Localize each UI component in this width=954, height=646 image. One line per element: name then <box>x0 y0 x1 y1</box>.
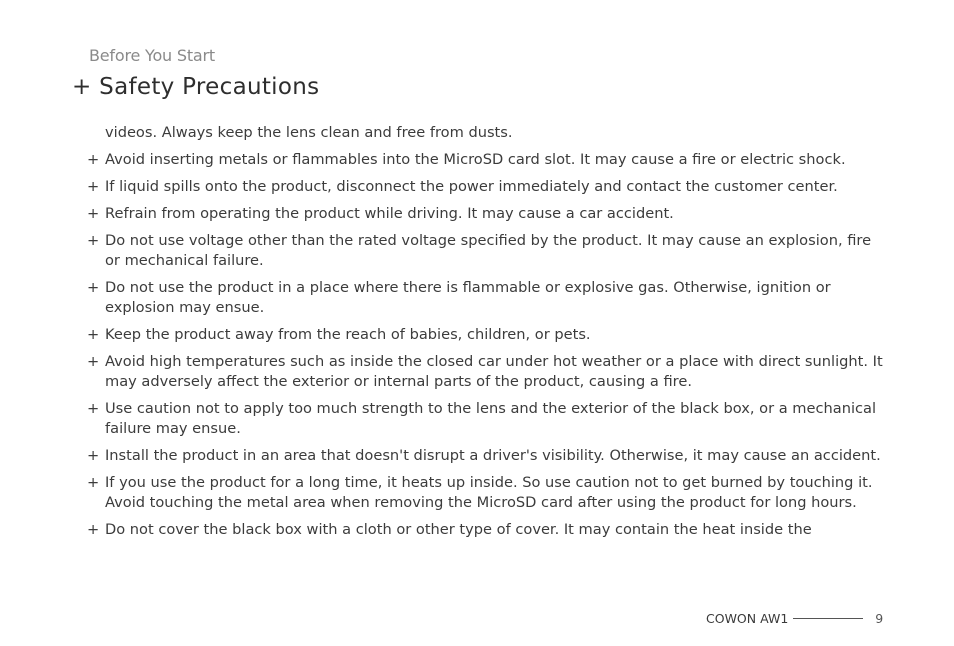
list-item-text: If you use the product for a long time, it heats up inside. So use caution not to get burned by touching it. Avoid touching the metal area when removing the MicroSD card after using the product for long hours. <box>105 474 873 511</box>
list-item-text: Do not cover the black box with a cloth or other type of cover. It may contain the heat inside the <box>105 521 812 538</box>
bullet-plus: + <box>87 447 100 464</box>
bullet-plus: + <box>87 400 100 417</box>
precautions-list <box>87 123 887 547</box>
list-item-text: Refrain from operating the product while driving. It may cause a car accident. <box>105 205 674 222</box>
list-item <box>87 177 887 197</box>
page-footer <box>706 611 883 626</box>
list-item <box>87 278 887 318</box>
footer-divider <box>793 618 863 619</box>
bullet-plus: + <box>87 205 100 222</box>
list-item-text: Install the product in an area that doesn't disrupt a driver's visibility. Otherwise, it may cause an accident. <box>105 447 881 464</box>
list-item <box>87 204 887 224</box>
list-item-text: If liquid spills onto the product, disconnect the power immediately and contact the customer center. <box>105 178 838 195</box>
list-item <box>87 520 887 540</box>
bullet-plus: + <box>87 326 100 343</box>
list-item <box>87 325 887 345</box>
bullet-plus: + <box>87 474 100 491</box>
bullet-plus: + <box>87 151 100 168</box>
list-item-text: Use caution not to apply too much strength to the lens and the exterior of the black box, or a mechanical failure may ensue. <box>105 400 877 437</box>
list-item-text: Do not use voltage other than the rated voltage specified by the product. It may cause an explosion, fire or mechanical failure. <box>105 232 872 269</box>
list-item <box>87 399 887 439</box>
page-number: 9 <box>875 611 884 626</box>
list-item-text: Avoid inserting metals or flammables into the MicroSD card slot. It may cause a fire or electric shock. <box>105 151 846 168</box>
page-title: + Safety Precautions <box>72 74 320 100</box>
list-item <box>87 150 887 170</box>
list-item <box>87 231 887 271</box>
list-item-text: Keep the product away from the reach of babies, children, or pets. <box>105 326 591 343</box>
list-item <box>87 473 887 513</box>
section-label: Before You Start <box>89 46 215 65</box>
continuation-text: videos. Always keep the lens clean and free from dusts. <box>105 124 513 141</box>
bullet-plus: + <box>87 353 100 370</box>
bullet-plus: + <box>87 521 100 538</box>
bullet-plus: + <box>87 178 100 195</box>
list-item-text: Avoid high temperatures such as inside the closed car under hot weather or a place with direct sunlight. It may adversely affect the exterior or internal parts of the product, causing a fire. <box>105 353 883 390</box>
list-item <box>87 352 887 392</box>
list-item <box>87 446 887 466</box>
bullet-plus: + <box>87 279 100 296</box>
bullet-plus: + <box>87 232 100 249</box>
list-item-text: Do not use the product in a place where there is flammable or explosive gas. Otherwise, ignition or explosion may ensue. <box>105 279 831 316</box>
footer-product-name: COWON AW1 <box>706 611 789 626</box>
